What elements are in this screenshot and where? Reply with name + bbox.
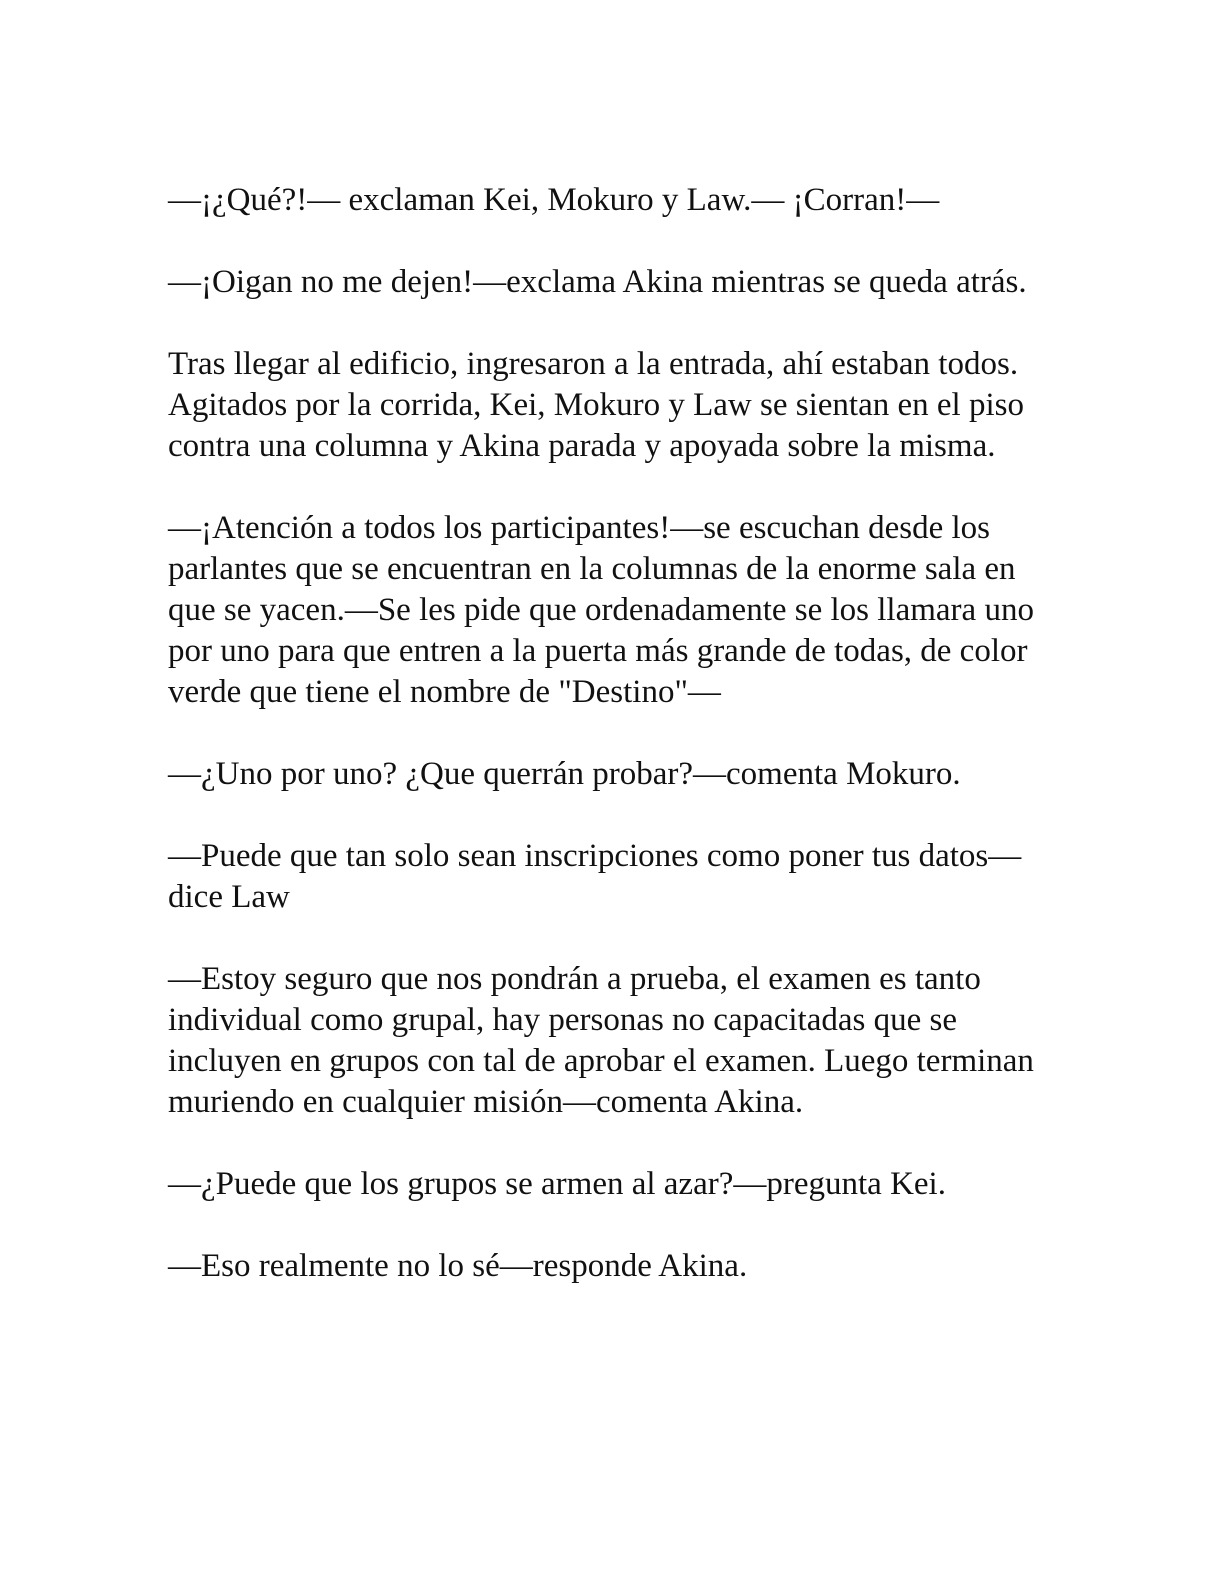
- paragraph-4: —¡Atención a todos los participantes!—se escuchan desde los parlantes que se encuentran en la columnas de la enorme sala en que se yacen.—Se les pide que ordenadamente se los llamara uno por uno para que entren a la puerta más grande de todas, de color verde que tiene el nombre de "Destino"—: [168, 510, 1034, 710]
- paragraph-3: Tras llegar al edificio, ingresaron a la entrada, ahí estaban todos. Agitados por la corrida, Kei, Mokuro y Law se sientan en el piso contra una columna y Akina parada y apoyada sobre la misma.: [168, 346, 1024, 464]
- paragraph-7: —Estoy seguro que nos pondrán a prueba, el examen es tanto individual como grupal, hay personas no capacitadas que se incluyen en grupos con tal de aprobar el examen. Luego terminan muriendo en cualquier misión—comenta Akina.: [168, 961, 1034, 1120]
- document-body: [168, 180, 1048, 1328]
- paragraph-5: —¿Uno por uno? ¿Que querrán probar?—comenta Mokuro.: [168, 756, 961, 792]
- paragraph-9: —Eso realmente no lo sé—responde Akina.: [168, 1248, 748, 1284]
- paragraph-6: —Puede que tan solo sean inscripciones como poner tus datos—dice Law: [168, 838, 1022, 915]
- paragraph-8: —¿Puede que los grupos se armen al azar?—pregunta Kei.: [168, 1166, 946, 1202]
- paragraph-1: —¡¿Qué?!— exclaman Kei, Mokuro y Law.— ¡Corran!—: [168, 182, 940, 218]
- paragraph-2: —¡Oigan no me dejen!—exclama Akina mientras se queda atrás.: [168, 264, 1027, 300]
